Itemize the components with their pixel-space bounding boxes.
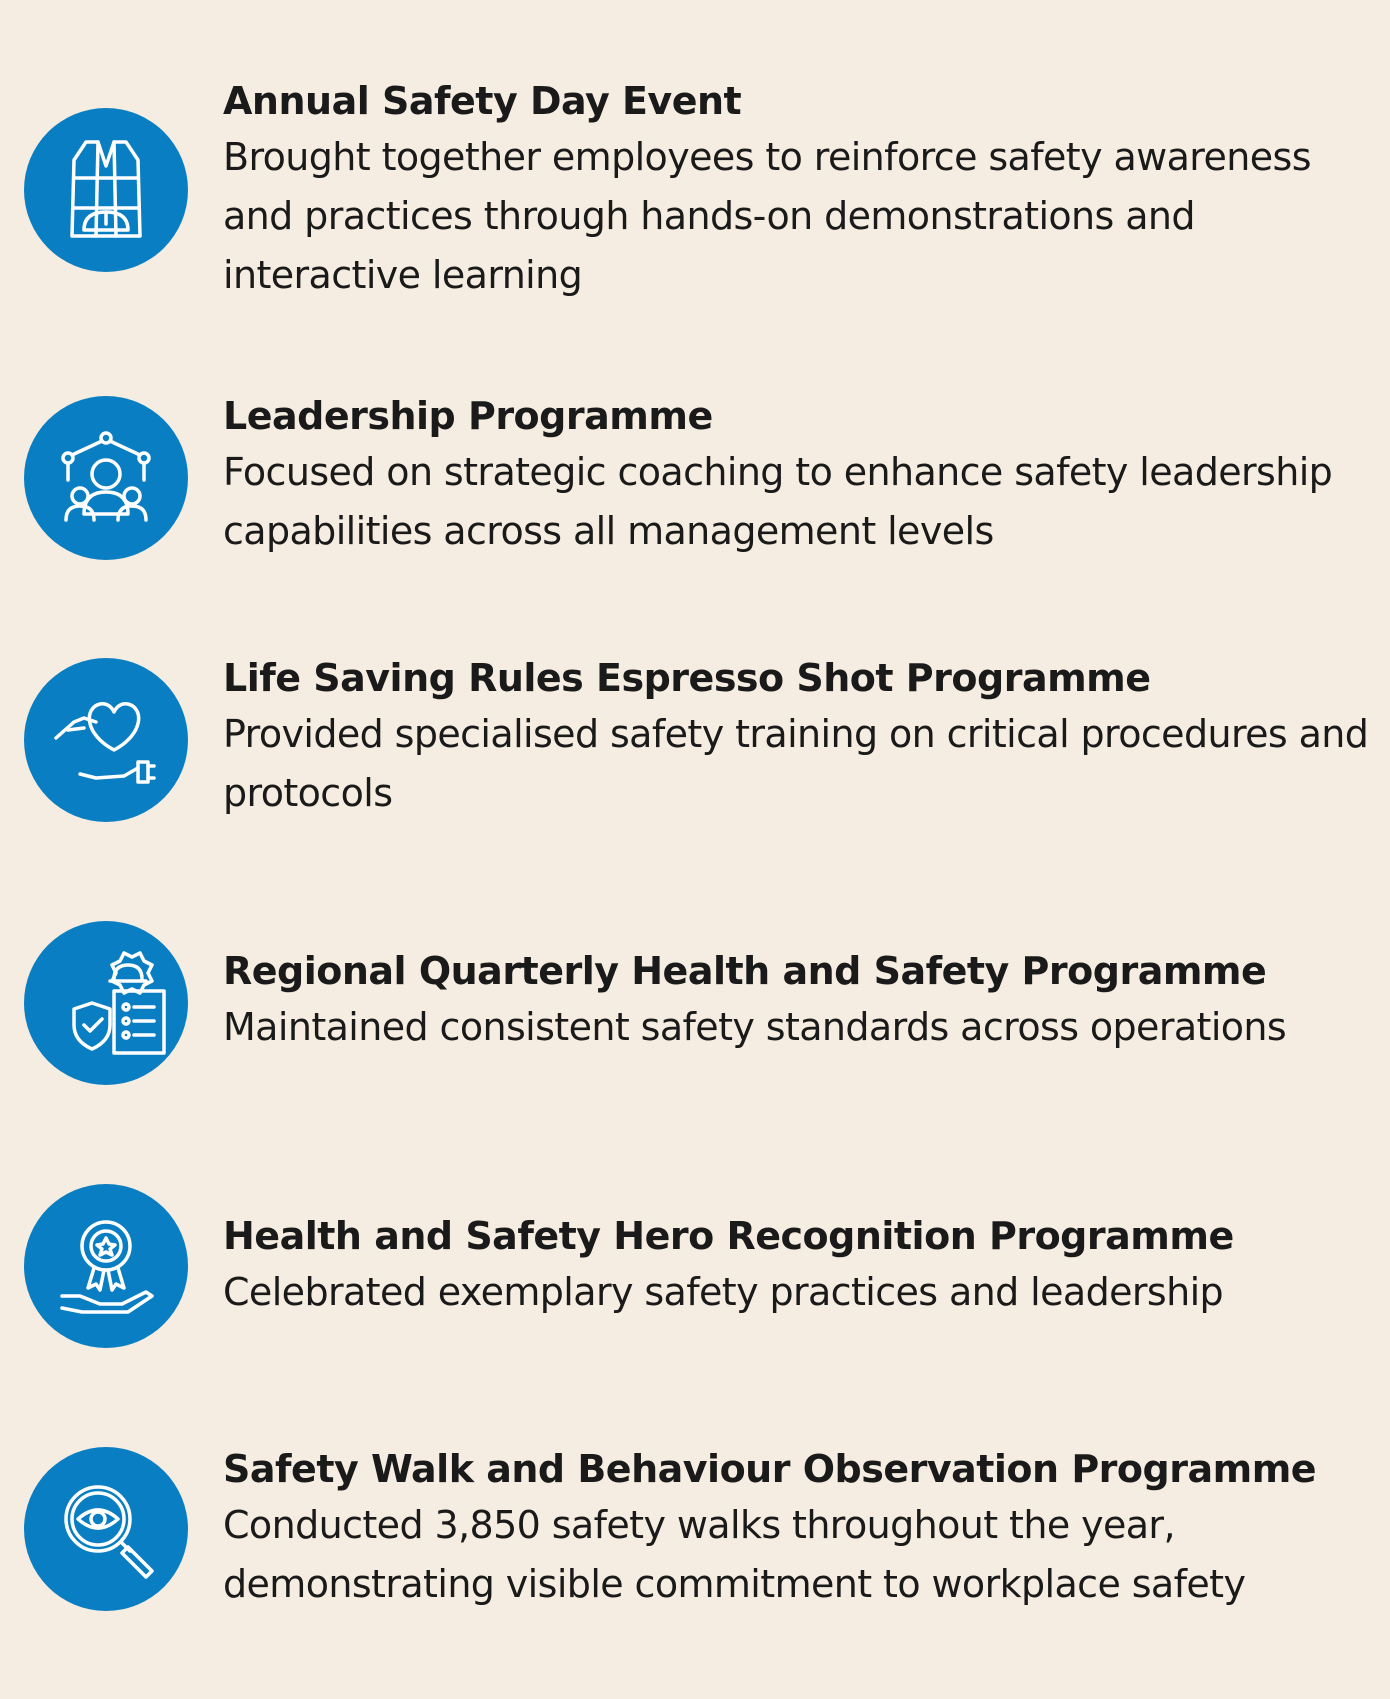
item-description: Celebrated exemplary safety practices and leadership <box>223 1270 1224 1314</box>
safety-vest-icon <box>24 108 188 272</box>
item-description: Brought together employees to reinforce safety awareness and practices through hands-on demonstrations and interactive learning <box>223 135 1311 297</box>
item-title: Health and Safety Hero Recognition Programme <box>223 1214 1234 1258</box>
item-title: Leadership Programme <box>223 394 713 438</box>
item-description: Maintained consistent safety standards across operations <box>223 1005 1287 1049</box>
item-description: Provided specialised safety training on critical procedures and protocols <box>223 712 1369 815</box>
award-ribbon-hand-icon <box>24 1184 188 1348</box>
item-title: Safety Walk and Behaviour Observation Programme <box>223 1447 1317 1491</box>
item-title: Annual Safety Day Event <box>223 79 742 123</box>
safety-checklist-icon <box>24 921 188 1085</box>
magnifier-eye-icon <box>24 1447 188 1611</box>
item-title: Regional Quarterly Health and Safety Programme <box>223 949 1267 993</box>
item-description: Conducted 3,850 safety walks throughout the year, demonstrating visible commitment to workplace safety <box>223 1503 1246 1606</box>
item-title: Life Saving Rules Espresso Shot Programme <box>223 656 1151 700</box>
heart-in-hand-icon <box>24 658 188 822</box>
leadership-network-icon <box>24 396 188 560</box>
item-description: Focused on strategic coaching to enhance safety leadership capabilities across all management levels <box>223 450 1333 553</box>
